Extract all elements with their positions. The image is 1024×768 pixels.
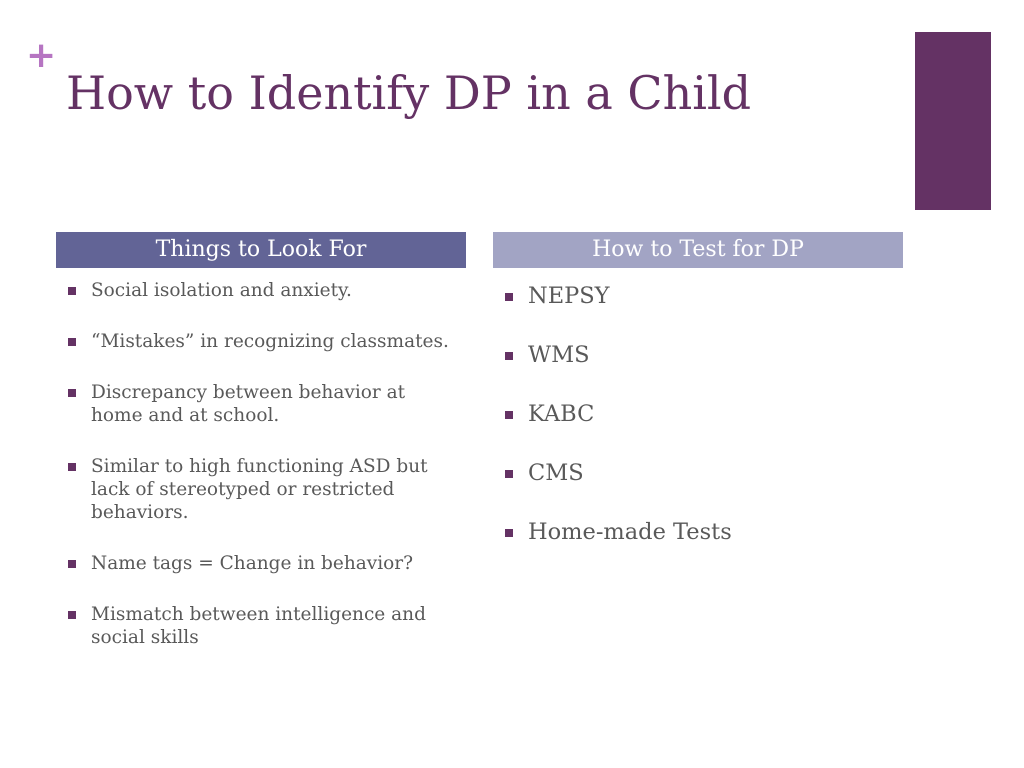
square-bullet-icon <box>68 287 76 295</box>
list-item-text: Mismatch between intelligence and social skills <box>91 604 426 648</box>
right-column-header: How to Test for DP <box>493 232 903 268</box>
list-item-text: Discrepancy between behavior at home and at school. <box>91 382 406 426</box>
list-item <box>66 330 456 353</box>
square-bullet-icon <box>505 411 513 419</box>
list-item-text: CMS <box>528 460 584 486</box>
square-bullet-icon <box>68 560 76 568</box>
square-bullet-icon <box>68 463 76 471</box>
square-bullet-icon <box>505 352 513 360</box>
list-item-text: KABC <box>528 401 595 427</box>
accent-bar <box>915 32 991 210</box>
square-bullet-icon <box>68 611 76 619</box>
left-column-header: Things to Look For <box>56 232 466 268</box>
square-bullet-icon <box>505 470 513 478</box>
slide-title: How to Identify DP in a Child <box>66 66 752 120</box>
list-item-text: Name tags = Change in behavior? <box>91 553 414 574</box>
list-item <box>503 281 893 311</box>
list-item <box>66 552 456 575</box>
square-bullet-icon <box>505 293 513 301</box>
list-item-text: Similar to high functioning ASD but lack of stereotyped or restricted behaviors. <box>91 456 428 523</box>
list-item-text: NEPSY <box>528 283 610 309</box>
list-item <box>503 458 893 488</box>
right-bullet-list <box>503 281 893 576</box>
list-item <box>66 381 456 427</box>
list-item-text: WMS <box>528 342 590 368</box>
left-bullet-list <box>66 279 456 677</box>
list-item-text: Home-made Tests <box>528 519 732 545</box>
list-item-text: “Mistakes” in recognizing classmates. <box>91 331 449 352</box>
square-bullet-icon <box>68 389 76 397</box>
list-item <box>66 279 456 302</box>
list-item <box>503 517 893 547</box>
list-item <box>66 603 456 649</box>
list-item-text: Social isolation and anxiety. <box>91 280 352 301</box>
list-item <box>503 399 893 429</box>
square-bullet-icon <box>68 338 76 346</box>
list-item <box>503 340 893 370</box>
list-item <box>66 455 456 524</box>
plus-mark-icon: + <box>26 35 57 76</box>
square-bullet-icon <box>505 529 513 537</box>
